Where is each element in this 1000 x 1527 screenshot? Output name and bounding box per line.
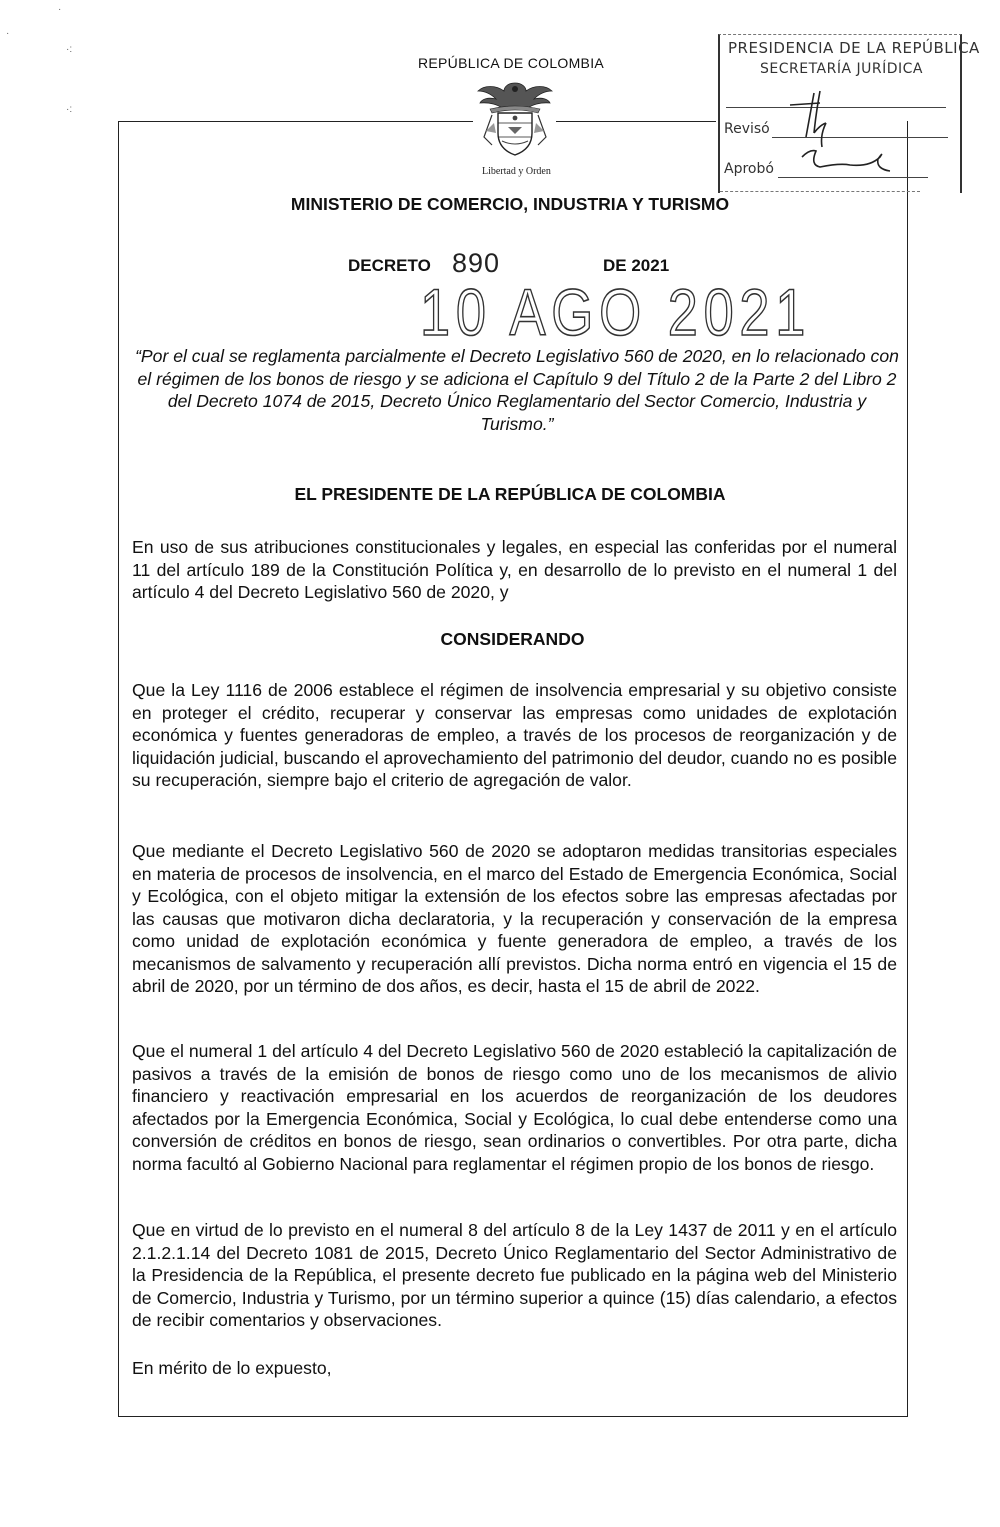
margin-mark: ·: — [66, 104, 73, 115]
considering-paragraph: Que mediante el Decreto Legislativo 560 de 2020 se adoptaron medidas transitorias especiales en materia de procesos de insolvencia, en el marco del Estado de Emergencia Económica, Social y Ecológica, con el objeto mitigar la extensión de los efectos sobre las empresas afectadas por las causas que motivaron dicha declaratoria, y la recuperación y conservación de la empresa como unidad de explotación económica y fuente generadora de empleo, a través de los mecanismos de salvamento y recuperación allí previstos. Dicha norma entró en vigencia el 15 de abril de 2020, por un término de dos años, es decir, hasta el 15 de abril de 2022. — [132, 841, 897, 996]
margin-mark: · — [58, 4, 62, 15]
decree-label: DECRETO — [348, 256, 431, 275]
decree-title: “Por el cual se reglamenta parcialmente el Decreto Legislativo 560 de 2020, en lo relacionado con el régimen de los bonos de riesgo y se adiciona el Capítulo 9 del Título 2 de la Parte 2 del Libro 2 del Decreto 1074 de 2015, Decreto Único Reglamentario del Sector Comercio, Industria y Turismo.” — [135, 346, 899, 434]
handwritten-signature-icon — [780, 85, 920, 180]
stamp-bottom-edge — [720, 191, 920, 192]
considering-paragraph: Que en virtud de lo previsto en el numeral 8 del artículo 8 de la Ley 1437 de 2011 y en el artículo 2.1.2.1.14 del Decreto 1081 de 2015, Decreto Único Reglamentario del Sector Administrativo de la Presidencia de la República, el presente decreto fue publicado en la página web del Ministerio de Comercio, Industria y Turismo, por un término superior a quince (15) días calendario, a efectos de recibir comentarios y observaciones. — [132, 1220, 897, 1330]
coat-of-arms-icon — [470, 75, 560, 165]
president-heading: EL PRESIDENTE DE LA REPÚBLICA DE COLOMBIA — [294, 484, 726, 504]
stamp-aprobo-label: Aprobó — [724, 161, 774, 177]
header-rule-left — [118, 121, 473, 122]
decree-number: 890 — [452, 248, 501, 278]
considering-paragraph: Que el numeral 1 del artículo 4 del Decreto Legislativo 560 de 2020 estableció la capitalización de pasivos a través de la emisión de bonos de riesgo como uno de los mecanismos de alivio financiero y reactivación empresarial en los acuerdos de reorganización de los deudores afectados por la Emergencia Económica, Social y Ecológica, lo cual debe entenderse como una conversión de créditos en bonos de riesgo, sean ordinarios o convertibles. Por otra parte, dicha norma facultó al Gobierno Nacional para reglamentar el régimen propio de los bonos de riesgo. — [132, 1041, 897, 1174]
margin-mark: ·: — [66, 44, 73, 55]
stamp-subtitle: SECRETARÍA JURÍDICA — [760, 61, 924, 77]
closing-paragraph: En mérito de lo expuesto, — [132, 1358, 332, 1378]
header-rule-right — [556, 121, 716, 122]
margin-mark: · — [6, 28, 10, 39]
decree-year: DE 2021 — [603, 256, 670, 275]
considerando-heading: CONSIDERANDO — [440, 629, 585, 649]
intro-paragraph: En uso de sus atribuciones constitucionales y legales, en especial las conferidas por el numeral 11 del artículo 189 de la Constitución Política y, en desarrollo de lo previsto en el numeral 1 del artículo 4 del Decreto Legislativo 560 de 2020, y — [132, 537, 897, 602]
date-stamp: 10 AGO 2021 — [420, 275, 812, 349]
ministry-heading: MINISTERIO DE COMERCIO, INDUSTRIA Y TURISMO — [290, 194, 730, 214]
considering-paragraph: Que la Ley 1116 de 2006 establece el régimen de insolvencia empresarial y su objetivo consiste en proteger el crédito, recuperar y conservar las empresas como unidades de explotación económica y fuentes generadoras de empleo, a través de los procesos de reorganización y de liquidación judicial, buscando el aprovechamiento del patrimonio del deudor, cuando no es posible su recuperación, siempre bajo el criterio de agregación de valor. — [132, 680, 897, 790]
national-motto: Libertad y Orden — [482, 166, 551, 177]
country-name: REPÚBLICA DE COLOMBIA — [418, 55, 605, 71]
stamp-reviso-label: Revisó — [724, 121, 770, 137]
stamp-title: PRESIDENCIA DE LA REPÚBLICA — [728, 39, 980, 57]
